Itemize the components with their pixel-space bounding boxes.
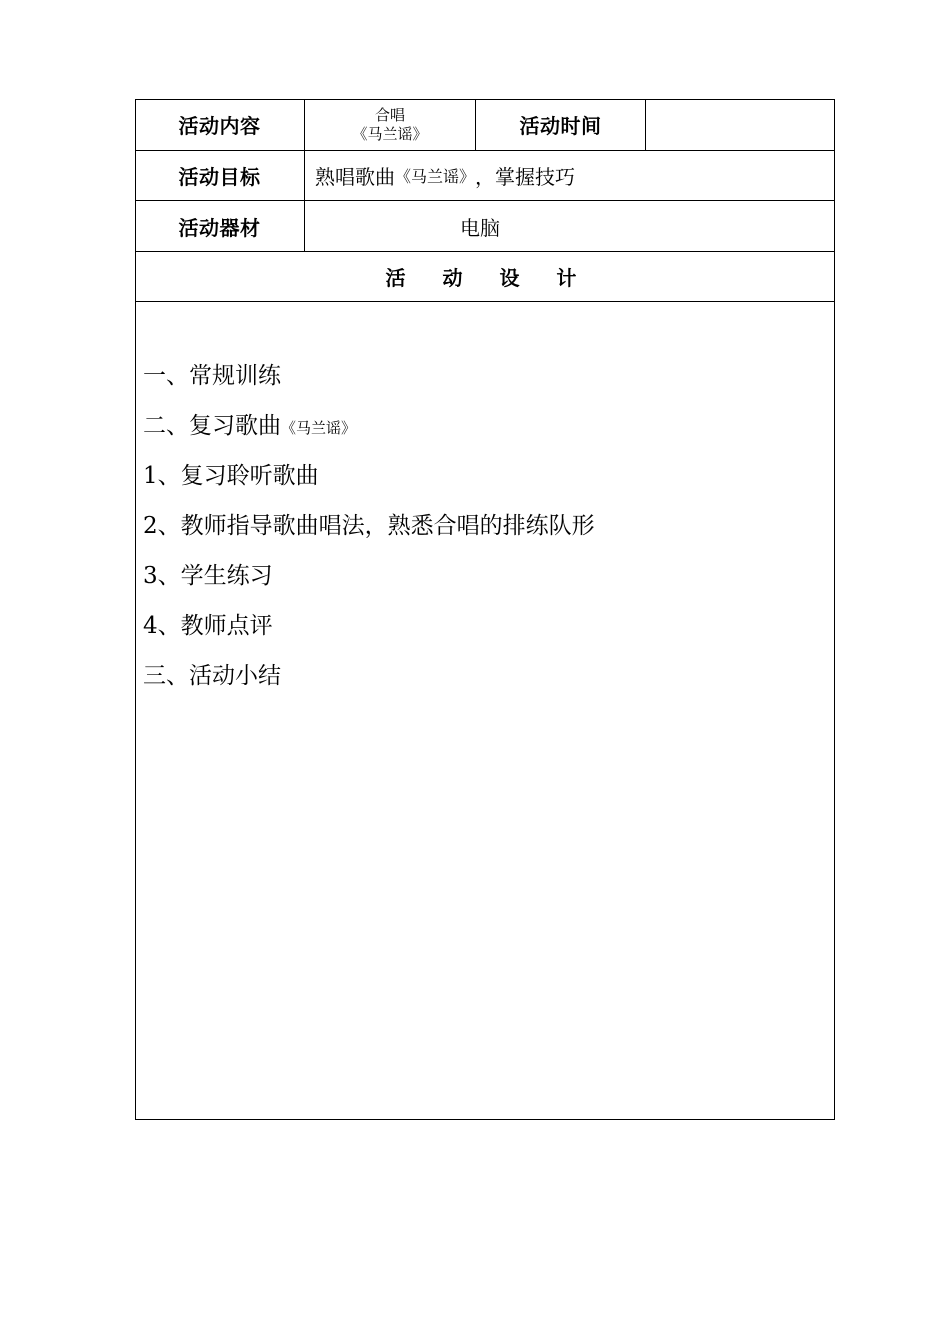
design-line: 一、常规训练: [143, 363, 281, 389]
table-row-section-title: [135, 252, 835, 302]
design-line: 4、教师点评: [143, 613, 273, 639]
goal-value: [305, 151, 835, 200]
goal-label: 活动目标: [135, 151, 305, 200]
content-value-line2: 《马兰谣》: [352, 124, 428, 143]
design-line: 二、复习歌曲《马兰谣》: [143, 413, 357, 439]
content-label: 活动内容: [135, 99, 305, 150]
section-title: 活 动 设 计: [385, 266, 585, 290]
time-label: 活动时间: [476, 99, 646, 150]
design-line: 三、活动小结: [143, 663, 281, 689]
design-content: [143, 351, 827, 701]
equipment-value: 电脑: [460, 215, 500, 240]
design-line: 3、学生练习: [143, 563, 273, 589]
goal-value-title: 《马兰谣》: [395, 167, 476, 186]
table-row-equipment: [135, 201, 835, 252]
activity-plan-table: [135, 99, 835, 1120]
goal-value-rest: ，掌握技巧: [475, 165, 576, 189]
design-line: 1、复习聆听歌曲: [143, 463, 319, 489]
design-line: 2、教师指导歌曲唱法，熟悉合唱的排练队形: [143, 513, 595, 539]
time-value: [646, 99, 834, 150]
table-row-goal: [135, 151, 835, 201]
content-value-line1: 合唱: [374, 105, 405, 124]
content-value: [305, 99, 476, 150]
goal-value-main: 熟唱歌曲: [315, 165, 395, 189]
table-row-content: [135, 99, 835, 151]
equipment-label: 活动器材: [135, 201, 305, 251]
